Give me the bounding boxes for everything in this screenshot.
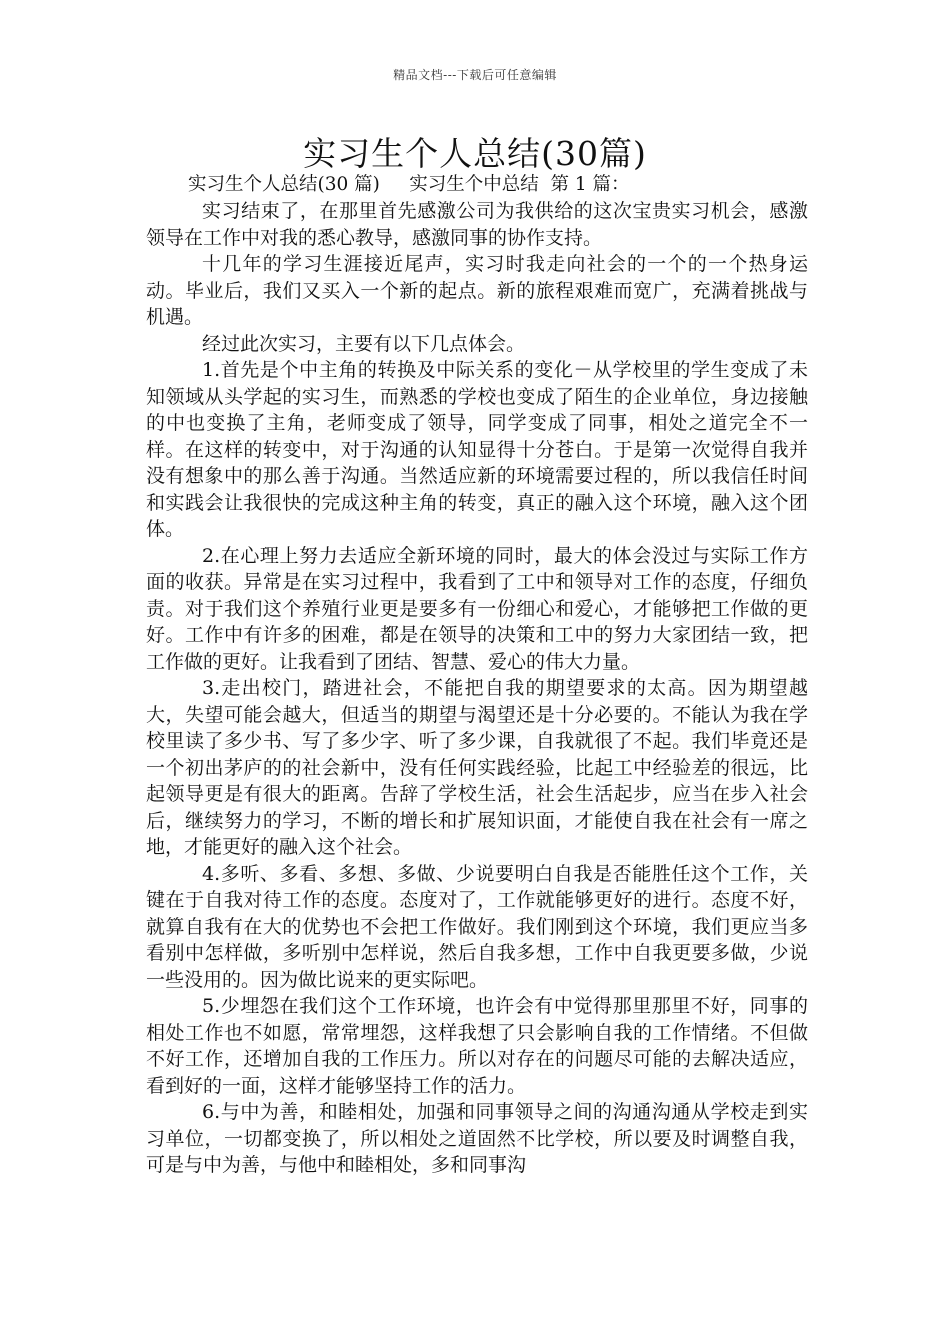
header-note: 精品文档---下载后可任意编辑 bbox=[393, 68, 557, 82]
paragraph-point-1: 1.首先是个中主角的转换及中际关系的变化－从学校里的学生变成了未知领域从头学起的实习生，而熟悉的学校也变成了陌生的企业单位，身边接触的中也变换了主角，老师变成了领导，同学变成了同事，相处之道完全不一样。在这样的转变中，对于沟通的认知显得十分苍白。于是第一次觉得自我并没有想象中的那么善于沟通。当然适应新的环境需要过程的，所以我信任时间和实践会让我很快的完成这种主角的转变，真正的融入这个环境，融入这个团体。 bbox=[146, 359, 808, 540]
paragraph-point-5: 5.少埋怨在我们这个工作环境，也许会有中觉得那里那里不好，同事的相处工作也不如愿，常常埋怨，这样我想了只会影响自我的工作情绪。不但做不好工作，还增加自我的工作压力。所以对存在的问题尽可能的去解决适应，看到好的一面，这样才能够坚持工作的活力。 bbox=[146, 995, 808, 1097]
document-subtitle: 实习生个人总结(30 篇) 实习生个中总结 第 1 篇： bbox=[188, 174, 630, 195]
paragraph-point-6: 6.与中为善，和睦相处，加强和同事领导之间的沟通沟通从学校走到实习单位，一切都变换了，所以相处之道固然不比学校，所以要及时调整自我，可是与中为善，与他中和睦相处，多和同事沟 bbox=[146, 1101, 808, 1176]
paragraph-summary-lead: 经过此次实习，主要有以下几点体会。 bbox=[202, 332, 526, 355]
paragraph-point-3: 3.走出校门，踏进社会，不能把自我的期望要求的太高。因为期望越大，失望可能会越大，但适当的期望与渴望还是十分必要的。不能认为我在学校里读了多少书、写了多少字、听了多少课，自我就很了不起。我们毕竟还是一个初出茅庐的的社会新中，没有任何实践经验，比起工中经验差的很远，比起领导更是有很大的距离。告辞了学校生活，社会生活起步，应当在步入社会后，继续努力的学习，不断的增长和扩展知识面，才能使自我在社会有一席之地，才能更好的融入这个社会。 bbox=[146, 677, 808, 858]
paragraph-point-4: 4.多听、多看、多想、多做、少说要明白自我是否能胜任这个工作，关键在于自我对待工作的态度。态度对了，工作就能够更好的进行。态度不好，就算自我有在大的优势也不会把工作做好。我们刚到这个环境，我们更应当多看别中怎样做，多听别中怎样说，然后自我多想，工作中自我更要多做，少说一些没用的。因为做比说来的更实际吧。 bbox=[146, 862, 808, 991]
paragraph-intro: 实习结束了，在那里首先感激公司为我供给的这次宝贵实习机会，感激领导在工作中对我的悉心教导，感激同事的协作支持。 bbox=[146, 200, 808, 249]
paragraph-point-2: 2.在心理上努力去适应全新环境的同时，最大的体会没过与实际工作方面的收获。异常是在实习过程中，我看到了工中和领导对工作的态度，仔细负责。对于我们这个养殖行业更是要多有一份细心和爱心，才能够把工作做的更好。工作中有许多的困难，都是在领导的决策和工中的努力大家团结一致，把工作做的更好。让我看到了团结、智慧、爱心的伟大力量。 bbox=[146, 544, 808, 673]
paragraph-background: 十几年的学习生涯接近尾声，实习时我走向社会的一个的一个热身运动。毕业后，我们又买入一个新的起点。新的旅程艰难而宽广，充满着挑战与机遇。 bbox=[146, 253, 808, 328]
document-title: 实习生个人总结(30篇) bbox=[303, 134, 647, 173]
document-body bbox=[146, 172, 808, 1179]
